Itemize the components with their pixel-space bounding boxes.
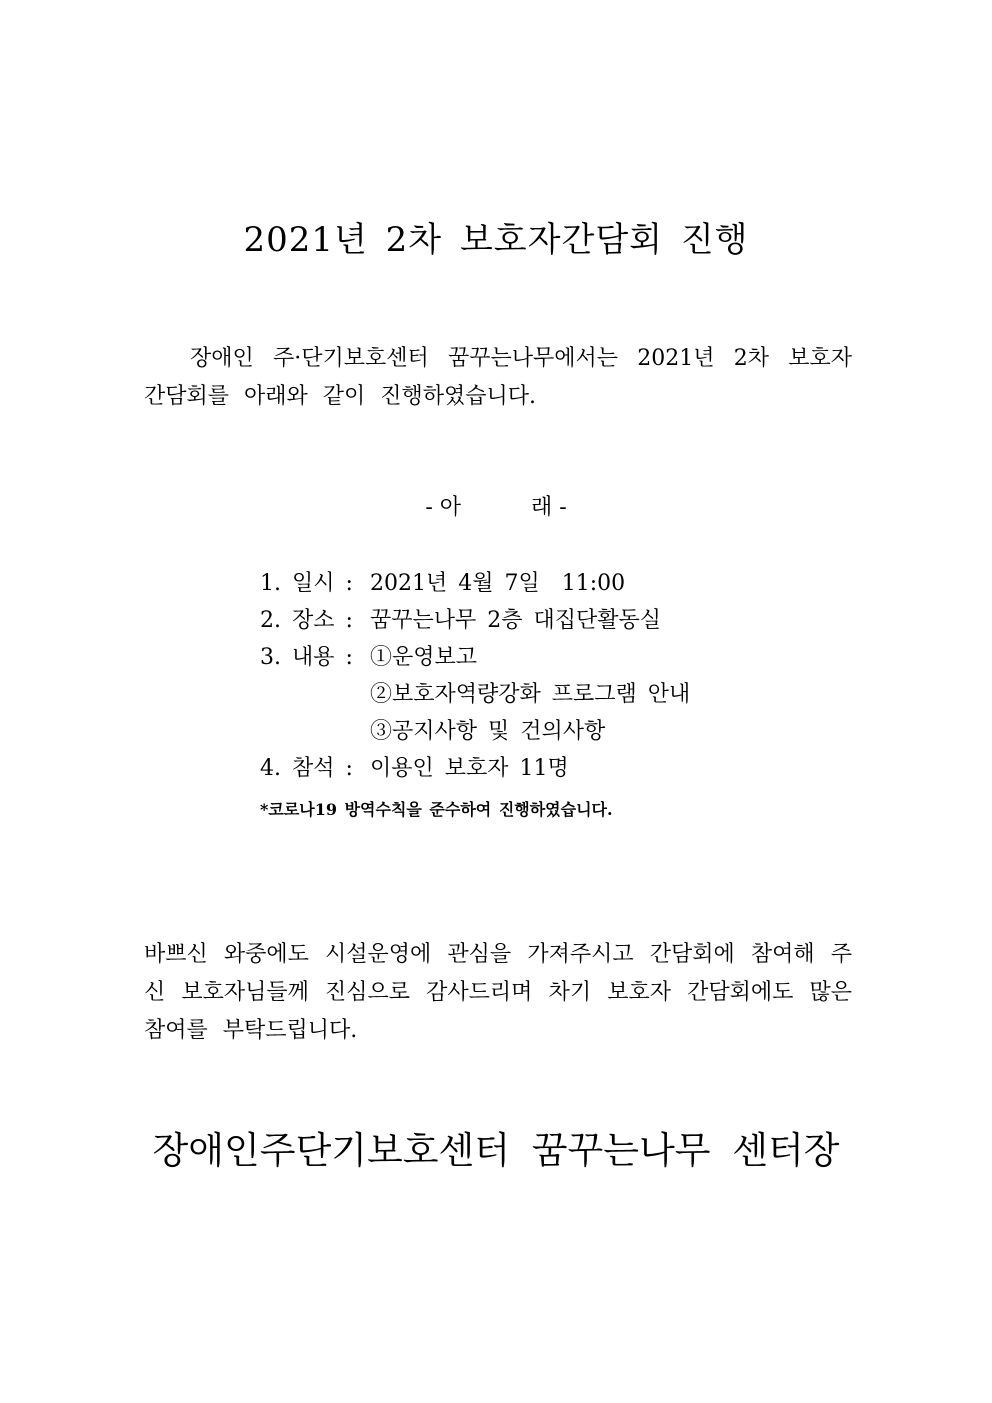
intro-paragraph: 장애인 주·단기보호센터 꿈꾸는나무에서는 2021년 2차 보호자 간담회를 아래와 같이 진행하였습니다. — [144, 346, 852, 409]
list-item — [260, 565, 860, 602]
below-heading — [0, 490, 992, 521]
details-list — [260, 565, 860, 787]
signature: 장애인주단기보호센터 꿈꾸는나무 센터장 — [152, 1129, 840, 1172]
below-heading-right: 래 - — [531, 495, 567, 520]
covid-note: *코로나19 방역수칙을 준수하여 진행하였습니다. — [260, 800, 613, 819]
item-label-place: 2. 장소 : — [260, 608, 353, 633]
list-item — [260, 676, 860, 713]
item-value-content-3: ③공지사항 및 건의사항 — [370, 719, 606, 744]
list-item — [260, 713, 860, 750]
list-item — [260, 639, 860, 676]
item-value-content-2: ②보호자역량강화 프로그램 안내 — [370, 682, 691, 707]
item-label-date: 1. 일시 : — [260, 571, 353, 596]
closing-paragraph: 바쁘신 와중에도 시설운영에 관심을 가져주시고 간담회에 참여해 주신 보호자님들께 진심으로 감사드리며 차기 보호자 간담회에도 많은 참여를 부탁드립니다. — [144, 942, 852, 1043]
item-value-attendance: 이용인 보호자 11명 — [370, 756, 569, 781]
item-value-date: 2021년 4월 7일 11:00 — [370, 571, 626, 596]
item-label-attendance: 4. 참석 : — [260, 756, 353, 781]
item-value-place: 꿈꾸는나무 2층 대집단활동실 — [370, 608, 662, 633]
list-item — [260, 602, 860, 639]
list-item — [260, 750, 860, 787]
item-label-content: 3. 내용 : — [260, 645, 353, 670]
below-heading-left: - 아 — [425, 495, 461, 520]
document-title: 2021년 2차 보호자간담회 진행 — [243, 220, 749, 260]
item-value-content-1: ①운영보고 — [370, 645, 478, 670]
